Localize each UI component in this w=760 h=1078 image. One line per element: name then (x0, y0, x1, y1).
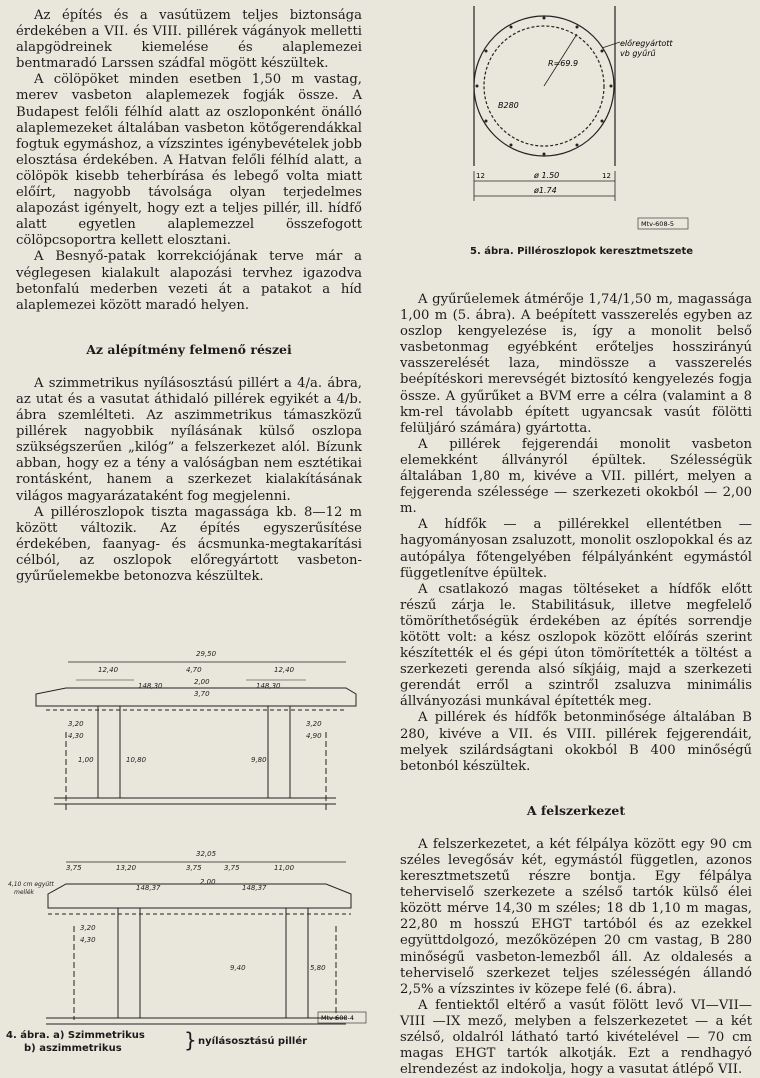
a-dim: 3,70 (194, 690, 210, 698)
dim-inner: ø 1.50 (534, 171, 560, 180)
b-dim: 148,37 (136, 884, 161, 892)
dim-left: 12 (476, 172, 485, 180)
b-dim: 2,00 (200, 878, 216, 886)
b-dim: 32,05 (196, 850, 217, 858)
a-dim: 4,70 (186, 666, 202, 674)
paragraph: A fentiektől eltérő a vasút fölött levő VI—VII—VIII —IX mező, melyben a felszerkezetet — a két szélső, oldalról látható tartó kivételével — 70 cm magas EHGT tartók alkotják. Ezt a rendhagyó elrendezést az indokolja, hogy a vasutat átlépő VII. (400, 997, 752, 1078)
a-dim: 29,50 (196, 650, 217, 658)
paragraph: A pillérek fejgerendái monolit vasbeton elemekként állványról épültek. Szélességük általában 1,80 m, kivéve a VII. pillért, melyen a fejgerenda szélessége — szerkezeti okokból — 2,00 m. (400, 436, 752, 517)
b-dim: 148,37 (242, 884, 267, 892)
b-note: mellék (14, 889, 35, 896)
b-dim: 3,20 (80, 924, 96, 932)
label-prefab: előregyártott (620, 39, 673, 48)
figure-5-caption: 5. ábra. Pilléroszlopok keresztmetszete (470, 246, 694, 257)
b-dim: 4,30 (80, 936, 96, 944)
figure-code: Mtv-608-5 (641, 220, 675, 228)
a-dim: 12,40 (274, 666, 295, 674)
figure-5-column-cross-section (452, 6, 692, 234)
paragraph: A csatlakozó magas töltéseket a hídfők előtt részű zárja le. Stabilitásuk, illetve megfelelő tömöríthetőségük érdekében az építés sorrendje kötött volt: a kész oszlopok között előírás szerint készítették el és gépi úton tömörítették a töltést a szerkezeti gerenda alsó síkjáig, majd a szerkezeti gerendát erről a szintről zsaluzva minimális állványozási munkával építették meg. (400, 581, 752, 710)
paragraph: A szimmetrikus nyílásosztású pillért a 4/a. ábra, az utat és a vasutat áthidaló pillérek egyikét a 4/b. ábra szemlélteti. Az aszimmetrikus támaszközű pillérek nagyobbik nyílásának külső oszlopa szükségszerűen „kilóg” a felszerkezet alól. Bízunk abban, hogy ez a tény a valóságban nem esztétikai rontásként, hanem a szerkezet kialakításának világos magyarázataként fog megjelenni. (16, 375, 362, 504)
b-dim: 13,20 (116, 864, 137, 872)
left-column (16, 8, 362, 585)
b-dim: 3,75 (186, 864, 202, 872)
paragraph: A hídfők — a pillérekkel ellentétben — hagyományosan zsaluzott, monolit oszlopokkal és az autópálya főtengelyében félpályánként egymástól függetlenítve épültek. (400, 517, 752, 581)
b-note: 4,10 cm együtt (8, 881, 54, 888)
paragraph: A Besnyő-patak korrekciójának terve már a véglegesen kialakult alapozási tervhez igazodva betonfalú mederben vezeti át a patakot a híd alaplemezei között maradó helyen. (16, 249, 362, 313)
a-dim: 1,00 (78, 756, 94, 764)
section-heading: A felszerkezet (526, 802, 626, 818)
section-heading: Az alépítmény felmenő részei (86, 341, 292, 357)
b-dim: 3,75 (224, 864, 240, 872)
right-column (400, 292, 752, 1078)
dim-right: 12 (602, 172, 611, 180)
label-radius: R=69.9 (548, 59, 579, 68)
a-dim: 12,40 (98, 666, 119, 674)
figure-code: Mtv-608-4 (321, 1014, 355, 1022)
paragraph: A cölöpöket minden esetben 1,50 m vastag, merev vasbeton alaplemezek fogják össze. A Budapest felőli félhíd alatt az oszloponként önálló alaplemezeket általában vasbeton kötőgerendákkal fogtuk egymáshoz, a vízszintes igénybevételek jobb elosztása érdekében. A Hatvan felőli félhíd alatt, a cölöpök kisebb teherbírása és lebegő volta miatt előírt, nagyobb távolsága olyan terjedelmes alapozást igényelt, hogy ezt a teljes pillér, ill. hídfő alatt egyetlen alaplemezzel összefogott cölöpcsoportra kellett elosztani. (16, 72, 362, 249)
a-dim: 4,90 (306, 732, 322, 740)
label-concrete: B280 (498, 101, 519, 110)
dim-outer: ø1.74 (534, 186, 557, 195)
paragraph: A felszerkezetet, a két félpálya között egy 90 cm széles levegősáv két, egymástól független, azonos keresztmetszetű részre bontja. Egy félpálya teherviselő szerkezete a szélső tartók külső élei között mérve 14,30 m széles; 18 db 1,10 m magas, 22,80 m hosszú EHGT tartóból és az ezekkel együttdolgozó, mezőközépen 20 cm vastag, B 280 minőségű vasbeton-lemezből áll. Az oldalesés a teherviselő szerkezet teljes szélességén állandó 2,5% a vízszintes iv közepe felé (6. ábra). (400, 836, 752, 997)
b-dim: 9,40 (230, 964, 246, 972)
a-dim: 9,80 (251, 756, 267, 764)
paragraph: A pilléroszlopok tiszta magassága kb. 8—12 m között változik. Az építés egyszerűsítése érdekében, faanyag- és ácsmunka-megtakarítási célból, az oszlopok előregyártott vasbeton-gyűrűelemekbe betonozva készültek. (16, 504, 362, 584)
figure-4-caption-a: 4. ábra. a) Szimmetrikus (6, 1030, 145, 1041)
a-dim: 2,00 (194, 678, 210, 686)
b-dim: 3,75 (66, 864, 82, 872)
a-dim: 3,20 (68, 720, 84, 728)
a-dim: 3,20 (306, 720, 322, 728)
brace: } (184, 1028, 197, 1052)
label-prefab2: vb gyűrű (620, 49, 656, 58)
a-dim: 148,30 (138, 682, 163, 690)
b-dim: 5,80 (310, 964, 326, 972)
paragraph: Az építés és a vasútüzem teljes biztonsága érdekében a VII. és VIII. pillérek vágányok melletti alapgödreinek kiemelése és alaplemezei bentmaradó Larssen szádfal mögött készültek. (16, 8, 362, 72)
b-dim: 11,00 (274, 864, 295, 872)
a-dim: 4,30 (68, 732, 84, 740)
figure-4-pier-drawings (6, 632, 376, 1032)
a-dim: 10,80 (126, 756, 147, 764)
figure-4-caption-right: nyílásosztású pillér (198, 1036, 308, 1047)
a-dim: 148,30 (256, 682, 281, 690)
figure-4-caption-b: b) aszimmetrikus (24, 1043, 122, 1054)
paragraph: A gyűrűelemek átmérője 1,74/1,50 m, magassága 1,00 m (5. ábra). A beépített vasszerelés egyben az oszlop kengyelezése is, így a monolit belső vasbetonmag egyébként erőteljes hosszirányú vasszerelését laza, mindössze a vasszerelés beépítéskori merevségét biztosító kengyelezés fogja össze. A gyűrűket a BVM erre a célra (valamint a 8 km-rel távolabb épített ugyancsak vasút fölötti felüljáró számára) gyártotta. (400, 292, 752, 436)
paragraph: A pillérek és hídfők betonminősége általában B 280, kivéve a VII. és VIII. pillérek fejgerendáit, melyek szilárdságtani okokból B 400 minőségű betonból készültek. (400, 710, 752, 774)
